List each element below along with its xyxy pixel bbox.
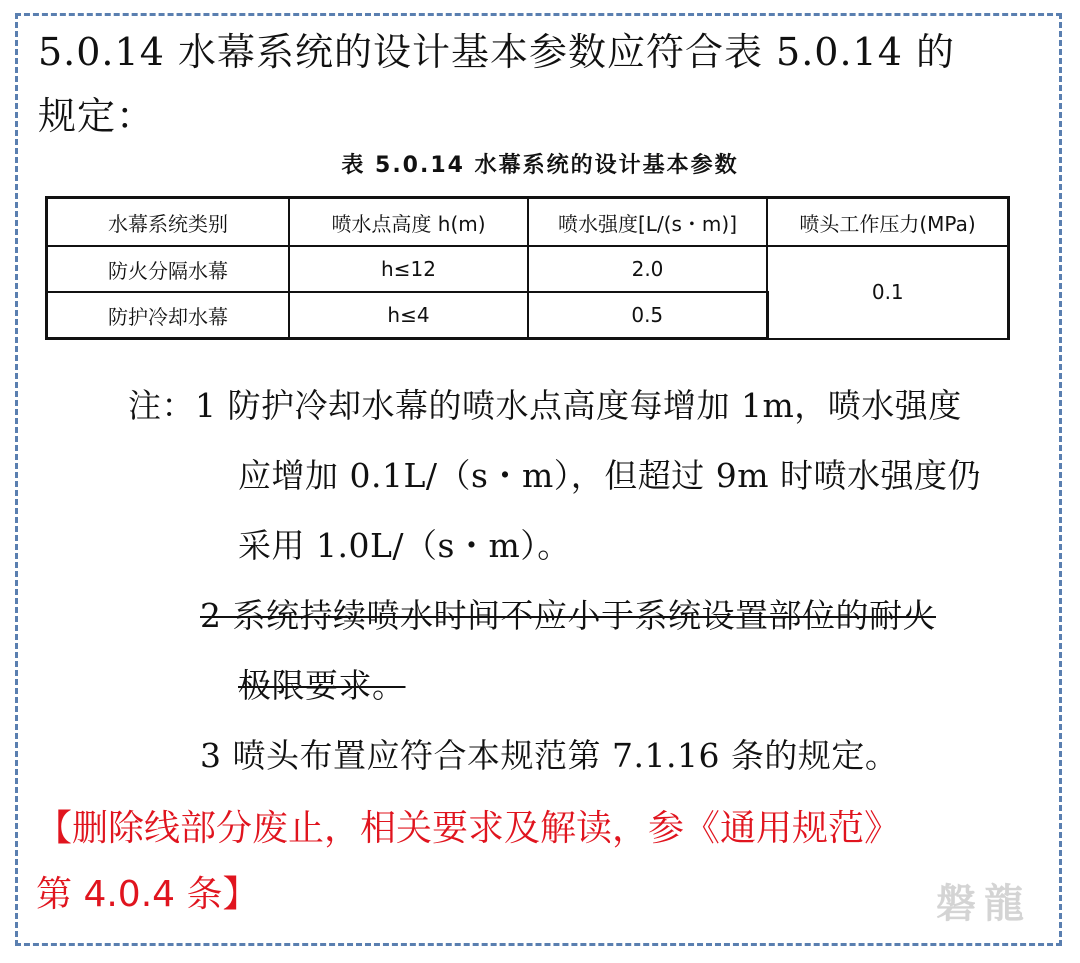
note-1-line-1: 注：1 防护冷却水幕的喷水点高度每增加 1m，喷水强度 [128,386,962,425]
header-height: 喷水点高度 h(m) [289,198,528,247]
remark-line-2: 第 4.0.4 条】 [36,874,259,915]
table-header-row [47,198,1009,247]
clause-line-1: 5.0.14 水幕系统的设计基本参数应符合表 5.0.14 的 [38,30,955,74]
cell-height: h≤4 [289,292,528,339]
note-2-line-1: 2 系统持续喷水时间不应小于系统设置部位的耐火 [200,596,936,635]
clause-line-2: 规定： [38,94,156,138]
parameters-table [45,196,1010,340]
header-intensity: 喷水强度[L/(s・m)] [528,198,767,247]
cell-pressure: 0.1 [767,246,1009,339]
clause-text [38,20,1048,148]
note-3: 3 喷头布置应符合本规范第 7.1.16 条的规定。 [200,736,899,775]
table-row [47,246,1009,292]
cell-intensity: 0.5 [528,292,767,339]
watermark-logo: 磐龍 [936,881,1032,927]
remark-line-1: 【删除线部分废止，相关要求及解读，参《通用规范》 [36,808,901,849]
cell-intensity: 2.0 [528,246,767,292]
table-title: 表 5.0.14 水幕系统的设计基本参数 [341,153,739,178]
cell-height: h≤12 [289,246,528,292]
note-2-line-2: 极限要求。 [238,666,406,705]
note-1-line-3: 采用 1.0L/（s・m）。 [238,526,571,565]
cell-type: 防火分隔水幕 [47,246,290,292]
cell-type: 防护冷却水幕 [47,292,290,339]
header-type: 水幕系统类别 [47,198,290,247]
header-pressure: 喷头工作压力(MPa) [767,198,1009,247]
note-1-line-2: 应增加 0.1L/（s・m），但超过 9m 时喷水强度仍 [238,456,981,495]
